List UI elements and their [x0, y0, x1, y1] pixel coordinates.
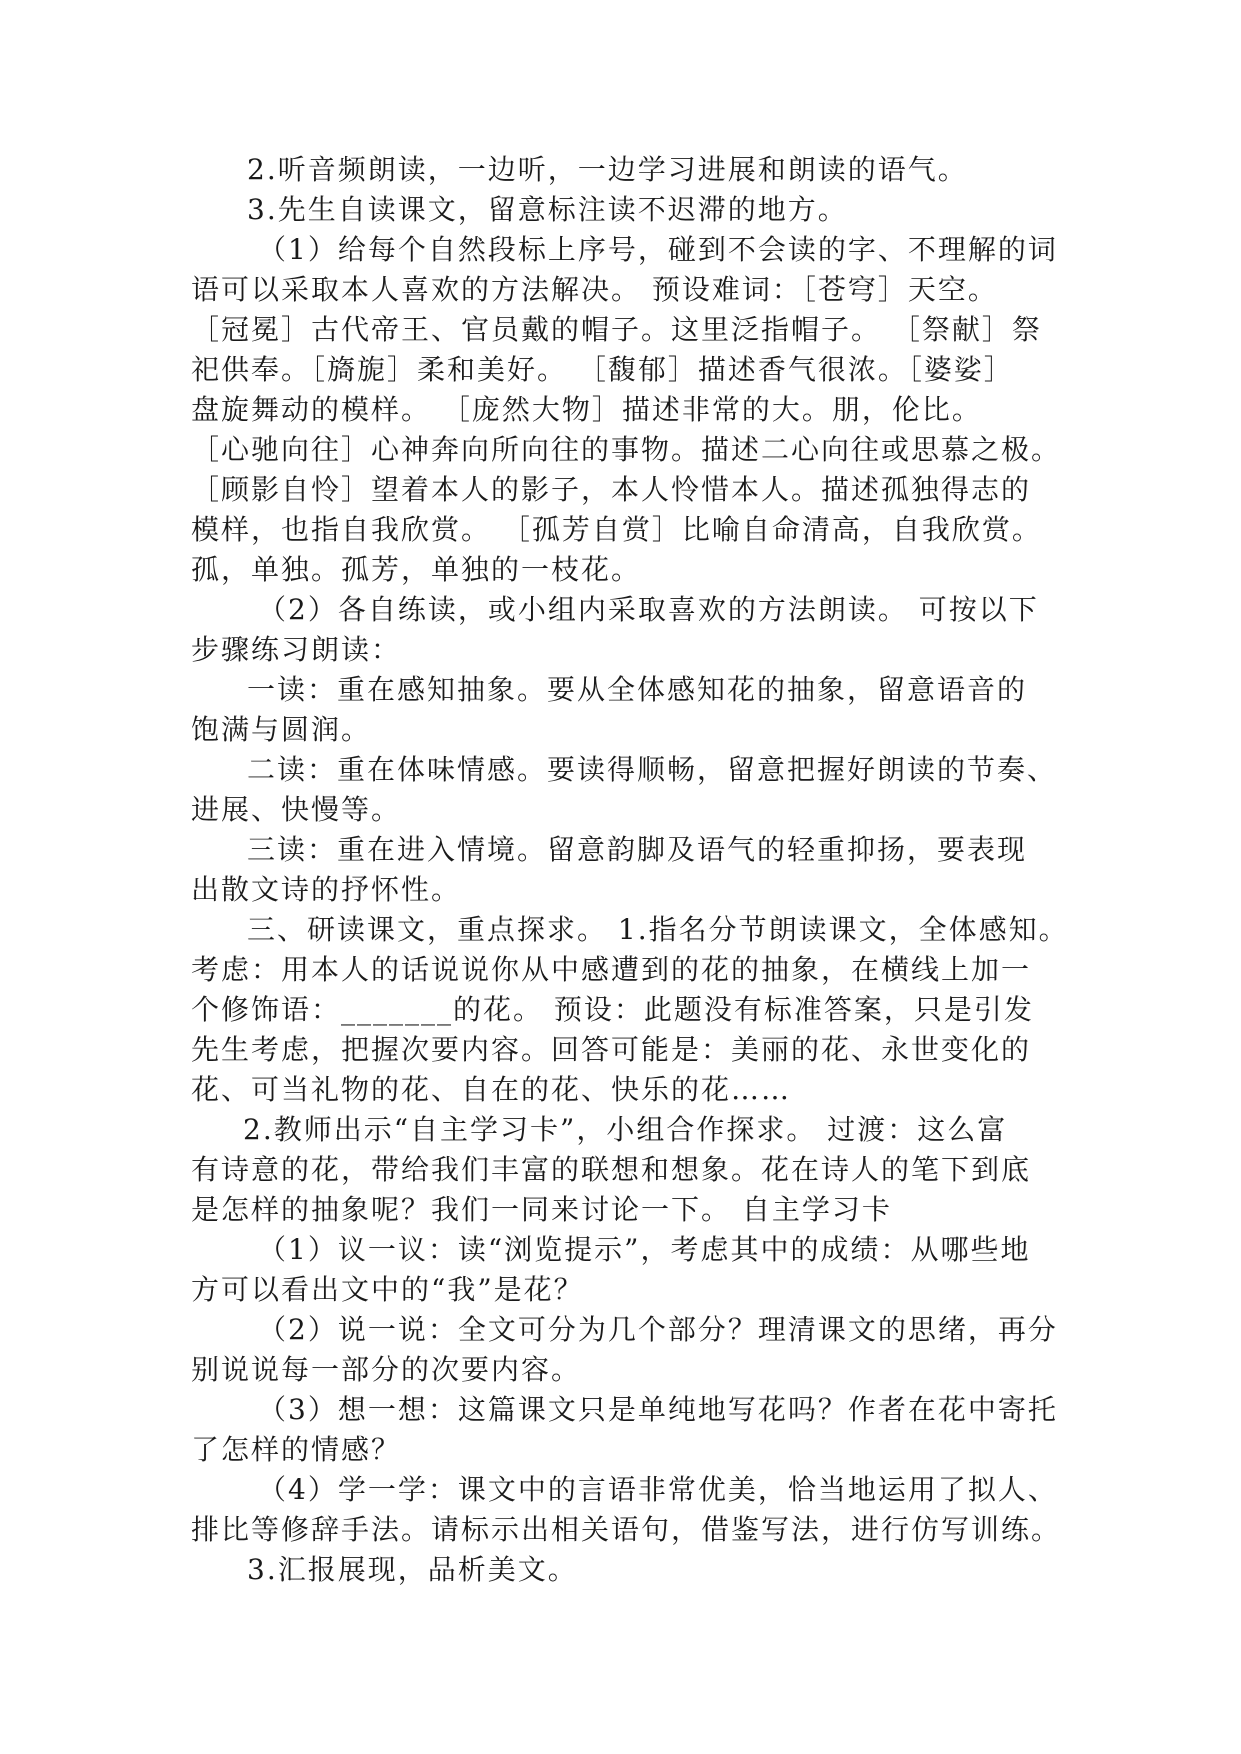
text-line: 3.先生自读课文，留意标注读不迟滞的地方。 — [247, 193, 848, 226]
text-line: （2）各自练读，或小组内采取喜欢的方法朗读。 可按以下 — [258, 593, 1039, 626]
text-line: 进展、快慢等。 — [191, 793, 402, 826]
text-line: （2）说一说：全文可分为几个部分？理清课文的思绪，再分 — [258, 1313, 1058, 1346]
text-line: 盘旋舞动的模样。 ［庞然大物］描述非常的大。朋，伦比。 — [191, 393, 982, 426]
text-line: 2.听音频朗读，一边听，一边学习进展和朗读的语气。 — [247, 153, 968, 186]
text-line: 二读：重在体味情感。要读得顺畅，留意把握好朗读的节奏、 — [247, 753, 1058, 786]
text-line: 三读：重在进入情境。留意韵脚及语气的轻重抑扬，要表现 — [247, 833, 1028, 866]
text-line: （1）议一议：读“浏览提示”，考虑其中的成绩：从哪些地 — [258, 1233, 1031, 1266]
text-line: 步骤练习朗读： — [191, 633, 402, 666]
text-line: 语可以采取本人喜欢的方法解决。 预设难词：［苍穹］天空。 — [191, 273, 998, 306]
text-line: ［顾影自怜］望着本人的影子，本人怜惜本人。描述孤独得志的 — [191, 473, 1032, 506]
text-line: ［心驰向往］心神奔向所向往的事物。描述二心向往或思慕之极。 — [191, 433, 1062, 466]
text-line: 考虑：用本人的话说说你从中感遭到的花的抽象，在横线上加一 — [191, 953, 1032, 986]
text-line: 是怎样的抽象呢？我们一同来讨论一下。 自主学习卡 — [191, 1193, 892, 1226]
text-line: 孤，单独。孤芳，单独的一枝花。 — [191, 553, 642, 586]
text-line: 三、研读课文，重点探求。 1.指名分节朗读课文，全体感知。 — [247, 913, 1069, 946]
text-line: 方可以看出文中的“我”是花？ — [191, 1273, 584, 1306]
text-line: （1）给每个自然段标上序号，碰到不会读的字、不理解的词 — [258, 233, 1058, 266]
text-line: 别说说每一部分的次要内容。 — [191, 1353, 582, 1386]
text-line: 了怎样的情感？ — [191, 1433, 402, 1466]
text-line: 饱满与圆润。 — [191, 713, 372, 746]
text-line: 个修饰语：_______的花。 预设：此题没有标准答案，只是引发 — [191, 993, 1034, 1026]
text-line: 有诗意的花，带给我们丰富的联想和想象。花在诗人的笔下到底 — [191, 1153, 1032, 1186]
text-line: 排比等修辞手法。请标示出相关语句，借鉴写法，进行仿写训练。 — [191, 1513, 1062, 1546]
text-line: ［冠冕］古代帝王、官员戴的帽子。这里泛指帽子。 ［祭献］祭 — [191, 313, 1042, 346]
text-line: 祀供奉。［旖旎］柔和美好。 ［馥郁］描述香气很浓。［婆娑］ — [191, 353, 1014, 386]
text-line: 模样，也指自我欣赏。 ［孤芳自赏］比喻自命清高，自我欣赏。 — [191, 513, 1042, 546]
text-line: 先生考虑，把握次要内容。回答可能是：美丽的花、永世变化的 — [191, 1033, 1032, 1066]
text-line: （4）学一学：课文中的言语非常优美，恰当地运用了拟人、 — [258, 1473, 1058, 1506]
text-line: 出散文诗的抒怀性。 — [191, 873, 462, 906]
text-line: 花、可当礼物的花、自在的花、快乐的花…… — [191, 1073, 792, 1106]
text-line: 3.汇报展现，品析美文。 — [247, 1553, 578, 1586]
text-line: 一读：重在感知抽象。要从全体感知花的抽象，留意语音的 — [247, 673, 1028, 706]
text-line: 2.教师出示“自主学习卡”，小组合作探求。 过渡：这么富 — [243, 1113, 1008, 1146]
text-line: （3）想一想：这篇课文只是单纯地写花吗？作者在花中寄托 — [258, 1393, 1058, 1426]
